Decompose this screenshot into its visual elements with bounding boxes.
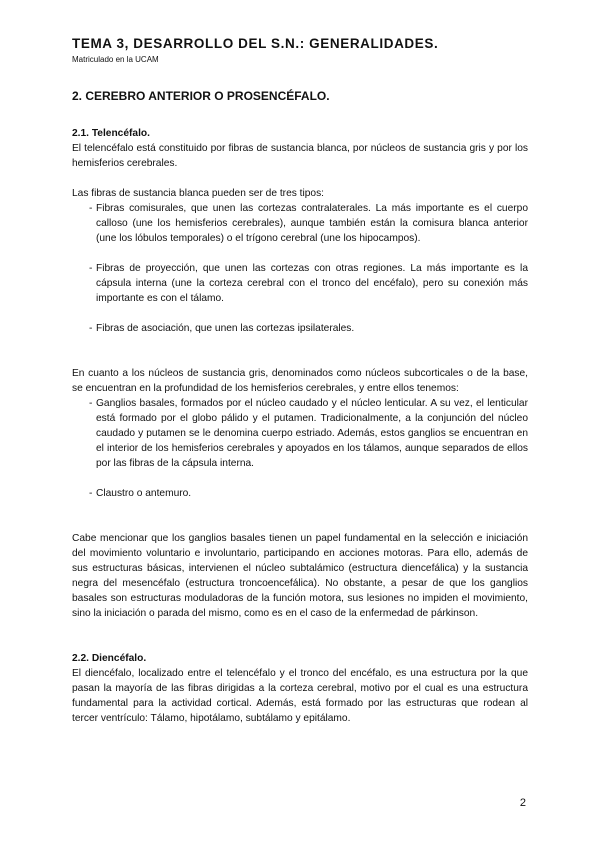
list-item-text: Fibras de asociación, que unen las cortezas ipsilaterales. xyxy=(96,323,355,334)
subsection-title-telencefalo: 2.1. Telencéfalo. xyxy=(72,128,150,139)
ganglios-paragraph: Cabe mencionar que los ganglios basales tienen un papel fundamental en la selección e iniciación del movimiento voluntario e involuntario, participando en acciones motoras. Para ello, además de sus estructuras básicas, intervienen el núcleo subtalámico (estructura diencefálica) y la sustancia negra del mesencéfalo (estructura troncoencefálica). No obstante, a pesar de que los ganglios basales son estructuras moduladoras de la función motora, sus lesiones no impiden el movimiento, sino la iniciación o parada del mismo, como es en el caso de la enfermedad de párkinson. xyxy=(72,533,528,619)
list-item-text: Fibras de proyección, que unen las cortezas con otras regiones. La más importante es la cápsula interna (une la corteza cerebral con el tronco del encéfalo), pero su conexión más importante es con el tálamo. xyxy=(96,263,528,304)
spacer xyxy=(72,171,528,186)
fibras-intro: Las fibras de sustancia blanca pueden ser de tres tipos: xyxy=(72,188,325,199)
list-item-text: Fibras comisurales, que unen las cortezas contralaterales. La más importante es el cuerpo calloso (une los hemisferios cerebrales), aunque también están la comisura blanca anterior (une los lóbulos temporales) o el trígono cerebral (une los hipocampos). xyxy=(96,203,528,244)
list-item xyxy=(72,486,528,501)
nucleos-intro: En cuanto a los núcleos de sustancia gris, denominados como núcleos subcorticales o de la base, se encuentran en la profundidad de los hemisferios cerebrales, y entre ellos tenemos: xyxy=(72,368,528,394)
list-item xyxy=(72,396,528,471)
section-title: 2. CEREBRO ANTERIOR O PROSENCÉFALO. xyxy=(72,89,330,103)
list-item xyxy=(72,261,528,306)
telencefalo-intro: El telencéfalo está constituido por fibras de sustancia blanca, por núcleos de sustancia gris y por los hemisferios cerebrales. xyxy=(72,143,528,169)
list-item-text: Claustro o antemuro. xyxy=(96,488,192,499)
dash-bullet: - xyxy=(89,488,93,499)
list-item xyxy=(72,201,528,246)
dash-bullet: - xyxy=(89,323,93,334)
diencefalo-paragraph: El diencéfalo, localizado entre el telencéfalo y el tronco del encéfalo, es una estructura por la que pasan la mayoría de las fibras dirigidas a la corteza cerebral, motivo por el cual es una estructura fundamental para la actividad cortical. Además, está formado por las estructuras que rodean al tercer ventrículo: Tálamo, hipotálamo, subtálamo y epitálamo. xyxy=(72,668,528,724)
nucleos-list xyxy=(72,396,528,501)
dash-bullet: - xyxy=(89,203,93,214)
document-body xyxy=(72,88,528,726)
dash-bullet: - xyxy=(89,398,93,409)
list-item xyxy=(72,321,528,336)
dash-bullet: - xyxy=(89,263,93,274)
document-subtitle: Matriculado en la UCAM xyxy=(72,55,159,64)
page-number: 2 xyxy=(519,797,526,809)
spacer xyxy=(72,621,528,651)
fibras-list xyxy=(72,201,528,336)
list-item-text: Ganglios basales, formados por el núcleo caudado y el núcleo lenticular. A su vez, el lenticular está formado por el globo pálido y el putamen. Tradicionalmente, a la conjunción del núcleo caudado y putamen se le denomina cuerpo estriado. Además, estos ganglios se encuentran en el interior de los hemisferios cerebrales y apoyados en los tálamos, aunque separados de ellos por las fibras de la cápsula interna. xyxy=(96,398,528,469)
document-title: TEMA 3, DESARROLLO DEL S.N.: GENERALIDADES. xyxy=(72,36,439,51)
spacer xyxy=(72,336,528,366)
spacer xyxy=(72,501,528,531)
subsection-title-diencefalo: 2.2. Diencéfalo. xyxy=(72,653,147,664)
